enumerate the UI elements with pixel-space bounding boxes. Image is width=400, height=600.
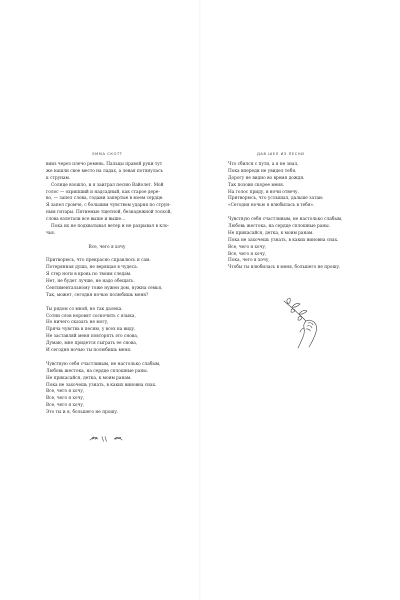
lyrics-verse-2 <box>46 307 168 355</box>
hand-with-leafy-branch-illustration <box>276 295 326 350</box>
lyrics-verse-2 <box>228 217 350 272</box>
lyric-line: Пока впереди не увидел тебя. <box>228 168 297 174</box>
lyric-line: Все, чего я хочу, <box>228 244 267 250</box>
lyric-line: Что сбился с пути, а я не знал, <box>228 162 299 167</box>
lyrics-verse-1 <box>228 162 350 210</box>
lyric-line: Не прикасайся, детка, к моим ранам. <box>228 230 314 236</box>
lyric-line: Пряча чувства в песню, у всех на виду. <box>46 327 136 333</box>
lyric-line: Сентиментальному тоже нужен дом, нужна семья, <box>46 286 163 292</box>
lyric-line: Все, чего я хочу, <box>228 251 267 257</box>
text-line: к струнам. <box>46 175 71 181</box>
lyric-line: Пока не захочешь узнать, в каких виновна снах. <box>228 237 339 243</box>
text-line: ным гитары. Пятиемые тщетной, безнадежной тоской, <box>46 210 172 216</box>
lyric-line: И сегодня ночью ты полюбишь меня. <box>46 348 132 354</box>
lyric-line: Все, чего я хочу, <box>46 396 85 402</box>
text-line: слова взлетали все выше и выше… <box>46 217 126 223</box>
text-line: голос — охрипший и надсадный, как старое дере- <box>46 189 160 195</box>
lyric-line: Потерянная душа, не верящая в чудеса. <box>46 265 139 271</box>
lyric-line: Чувствую себя счастливым, не настолько слабым, <box>46 361 161 367</box>
lyric-line: Чтобы ты влюбилась в меня, большего не прошу. <box>228 265 341 271</box>
right-page <box>200 0 400 600</box>
lyric-line: Притворюсь, что прекрасно справлюсь и сам. <box>46 258 151 264</box>
prose-paragraph-3 <box>46 224 168 238</box>
lyric-line: Любовь жестока, на сердце сплошные раны. <box>46 368 149 374</box>
left-page-text <box>46 162 172 417</box>
text-line: Солнце взошло, и я заиграл песню Вайолет. Мой <box>51 182 164 188</box>
lyric-line: «Сегодня ночью я влюбилась в тебя». <box>228 203 315 209</box>
lyric-line: Так, может, сегодня ночью полюбишь меня? <box>46 292 149 298</box>
lyric-line: Не прикасайся, детка, к моим ранам. <box>46 375 132 381</box>
lyric-line: Не заставляй меня повторять это снова, <box>46 334 139 340</box>
lyric-line: Сотни слов норовят соскочить с языка, <box>46 313 136 319</box>
lyric-line: Любовь жестока, на сердце сплошные раны. <box>228 224 331 230</box>
lyric-line: Нет, не будет лучше, не надо обещать. <box>46 279 135 285</box>
lyric-line: Чувствую себя счастливым, не настолько слабым, <box>228 217 343 223</box>
lyric-line: На голос приду, в ночи отвечу. <box>228 189 299 195</box>
text-line: Пока их не подхватывал ветер и не разрывал в кло- <box>51 224 169 230</box>
lyric-line: Пока, чего я хочу, <box>228 258 270 264</box>
song-title: Все, чего я хочу <box>88 244 126 250</box>
lyric-line: Все, чего я хочу, <box>46 403 85 409</box>
lyric-line: Но ничего сказать не могу, <box>46 320 109 326</box>
text-line: во, — запел слова, годами запертые в моем сердце. <box>46 196 164 202</box>
lyric-line: Это ты и я, большего не прошу. <box>46 410 119 416</box>
lyric-line: Ты рядом со мной, но так далека. <box>46 306 123 312</box>
running-head-title: ДАВ ШЕЛ ИЗ ПЕСНИ <box>257 152 305 156</box>
right-page-text <box>228 162 350 272</box>
text-line: же нашли свое место на ладах, а левая потянулась <box>46 168 163 174</box>
lyric-line: Так позови скорее меня. <box>228 182 285 188</box>
lyric-line: Притворюсь, что услышал, дальше затаи: <box>228 196 324 202</box>
lyric-line: Дорогу не видно во время дождя. <box>228 175 305 181</box>
lyric-line: Я стер ноги в кровь по твоим следам. <box>46 272 132 278</box>
lyric-line: Все, чего я хочу, <box>46 389 85 395</box>
text-line: чья. <box>46 230 56 236</box>
lyric-line: Думаю, мне придется сыграть ее снова, <box>46 341 138 347</box>
text-line: вниз через плечо ремень. Пальцы правой руки тут <box>46 162 163 167</box>
prose-paragraph-1 <box>46 162 168 183</box>
ornament-leaves-icon <box>86 434 126 444</box>
lyrics-verse-3 <box>46 362 168 417</box>
lyrics-verse-1 <box>46 258 168 299</box>
text-line: Я запел громче, с большим чувством ударяя по струн- <box>46 203 171 209</box>
running-head-author: ЭММА СКОТТ <box>92 152 123 156</box>
lyric-line: Пока не захочешь узнать, в каких виновна снах. <box>46 382 157 388</box>
prose-paragraph-2 <box>46 182 172 224</box>
